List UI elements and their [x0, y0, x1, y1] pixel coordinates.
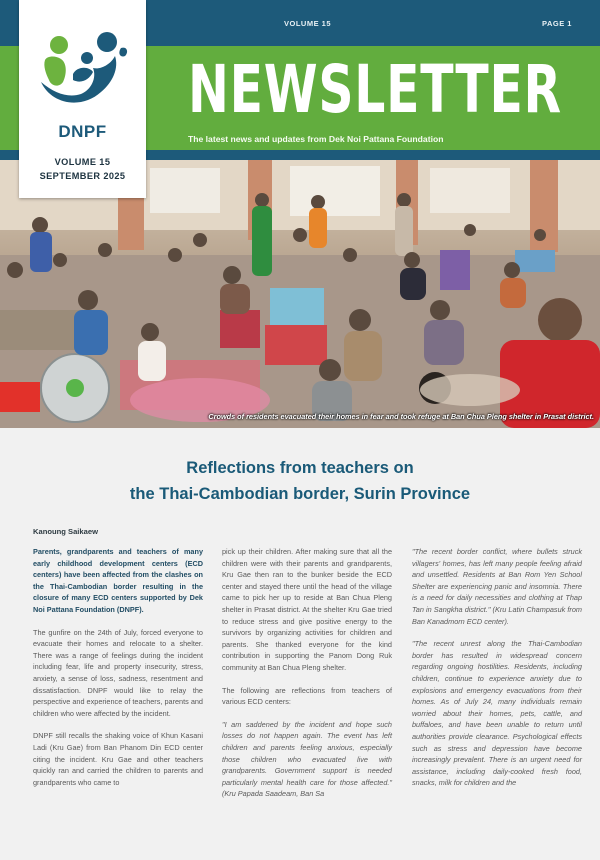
article-title-line-1: Reflections from teachers on	[186, 459, 414, 477]
issue-volume: VOLUME 15	[54, 157, 111, 167]
page-number-label: PAGE 1	[542, 19, 572, 28]
article-paragraph: The gunfire on the 24th of July, forced everyone to evacuate their homes and relocate to a shelter. There was a range of feelings during the incident including fear, life and property insecurity, stress, anxiety, a sense of loss, sadness, resentment and dissatisfaction. DNPF would like to relay the perspective and experience of teachers, parents and children who were affected by the incident.	[33, 627, 203, 718]
article-column-1	[33, 546, 203, 799]
evacuation-shelter-photo	[0, 160, 600, 428]
shelter-crowd-image	[0, 160, 600, 428]
article-quote: "The recent border conflict, where bullets struck villagers' homes, has left many people feeling afraid and unsettled. Residents at Ban Rom Yen School Shelter are experiencing panic and insomnia. There is a need for daily necessities and clothing at Thap Tan in Sangkha district." (Kru Latin Champasuk from Ban Kanadmorn ECD center).	[412, 547, 582, 626]
article-author: Kanoung Saikaew	[33, 527, 98, 536]
article-paragraph: DNPF still recalls the shaking voice of Khun Kasani Ladi (Kru Gae) from Ban Phanom Din ECD center citing the incident. Kru Gae and other teachers quickly ran and carried the children to parents and grandparents who came to	[33, 731, 203, 787]
issue-date: SEPTEMBER 2025	[39, 171, 126, 181]
article-lead-paragraph: Parents, grandparents and teachers of many early childhood development centers (ECD centers) have been affected from the clashes on the Thai-Cambodian border resulting in the closure of many ECD centers supported by Dek Noi Pattana Foundation (DNPF).	[33, 547, 203, 614]
article-quote: "I am saddened by the incident and hope such losses do not happen again. The event has left children and parents feeling anxious, especially those children who evacuated live with grandparents. Government support is needed particularly mental health care for those affected." (Kru Papada Saadeam, Ban Sa	[222, 719, 392, 799]
newsletter-title: NEWSLETTER	[188, 51, 562, 128]
photo-caption: Crowds of residents evacuated their homes in fear and took refuge at Ban Chua Pleng shelter in Prasat district.	[208, 412, 594, 421]
article-paragraph: pick up their children. After making sure that all the children were with their parents and grandparents, Kru Gae then ran to the bunker beside the ECD center and stayed there until the head of the village came to pick her up to reside at Ban Chua Pleng shelter in Prasat district. At the shelter Kru Gae tried to reduce stress and give positive energy to the survivors by organizing activities for children and parents. She thanked everyone for the kind contribution in supporting the Panom Dong Ruk community at Ban Chua Pleng shelter.	[222, 547, 392, 672]
logo-card	[19, 0, 146, 198]
article-quote: "The recent unrest along the Thai-Cambodian border has resulted in widespread concern regarding ongoing hostilities. Residents, including children, continue to experience anxiety due to explosions and emergency evacuations from their homes. As of July 24, many individuals remain worried about their homes, pets, cattle, and buffaloes, and have been unable to return until authorities provide clearance. Psychological effects such as stress and depression have become increasingly prevalent. There is an urgent need for assistance, including daily-cooked fresh food, snacks, milk for children and the	[412, 639, 582, 788]
article-column-2	[222, 546, 392, 811]
org-name: DNPF	[58, 122, 107, 141]
article-title	[0, 455, 600, 507]
issue-info	[19, 155, 146, 183]
newsletter-subtitle: The latest news and updates from Dek Noi Pattana Foundation	[188, 134, 444, 144]
article-column-3	[412, 546, 582, 800]
article-paragraph: The following are reflections from teachers of various ECD centers:	[222, 685, 392, 707]
article-title-line-2: the Thai-Cambodian border, Surin Province	[129, 485, 471, 503]
header-volume-label: VOLUME 15	[284, 19, 332, 28]
dnpf-logo-figures-icon	[37, 30, 129, 110]
